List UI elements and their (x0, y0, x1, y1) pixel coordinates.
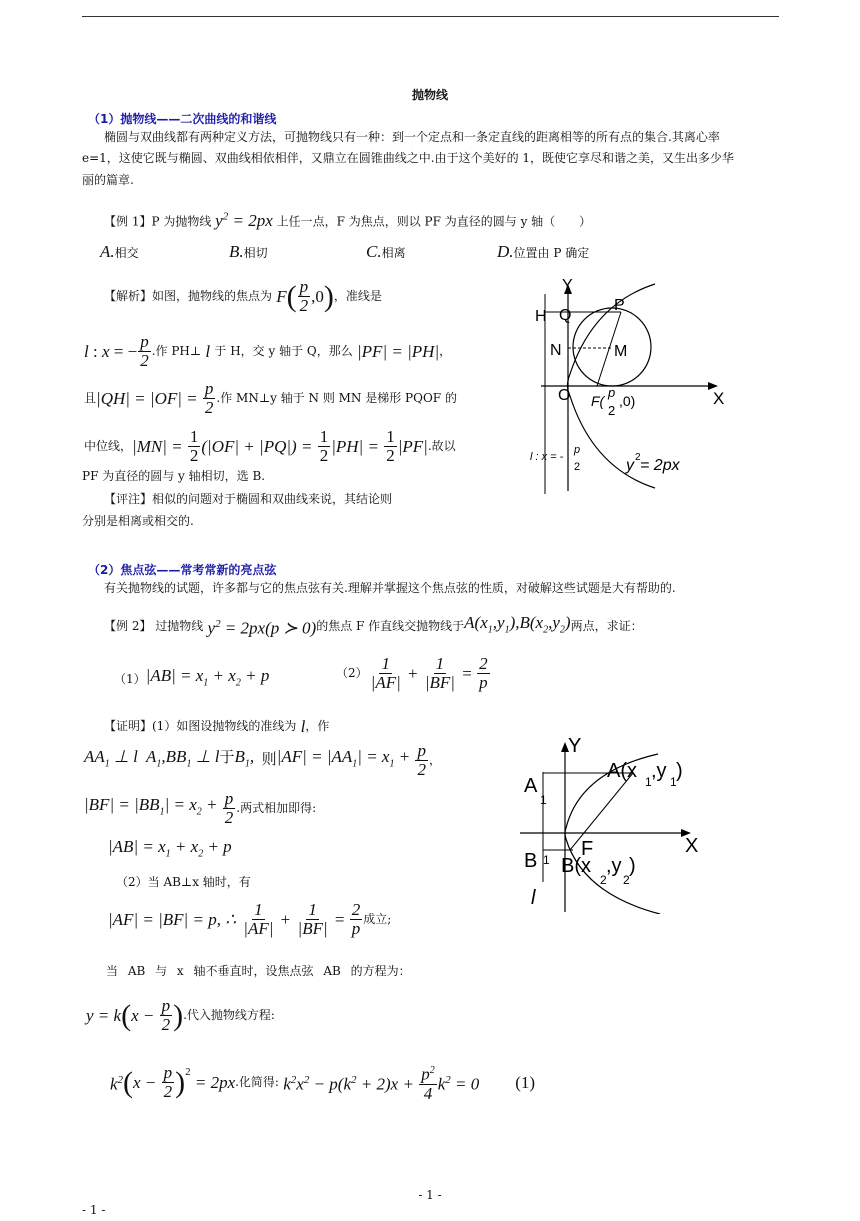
solution-line2: l : x = − $\frac{p}{2}$ .作 PH⊥ l 于 H，交 y 轴于 Q，那么 |PF| = |PH| ， (84, 332, 452, 370)
fig1-n-label: N (550, 342, 562, 359)
fig1-f-label: F( (591, 393, 605, 409)
header-rule (82, 16, 779, 17)
fig1-f-p: p (608, 385, 616, 400)
fig1-directrix-two: 2 (574, 461, 581, 473)
section1-intro-line1: 椭圆与双曲线都有两种定义方法，可抛物线只有一种：到一个定点和一条定直线的距离相等的所有点的集合.其离心率 (104, 130, 720, 144)
fig1-q-label: Q (559, 307, 572, 324)
fig2-a1-label: A (524, 775, 538, 797)
solution-line3: 且 |QH| = |OF| = $\frac{p}{2}$ .作 MN⊥y 轴于 N 则 MN 是梯形 PQOF 的 (84, 379, 457, 417)
option-d: D.位置由 P 确定 (497, 242, 590, 261)
fig2-b-sub2: 2 (623, 873, 630, 887)
fig1-directrix-p: p (574, 444, 581, 456)
fig2-b1-label: B (524, 850, 538, 872)
page-title: 抛物线 (411, 88, 448, 102)
fig2-f-label: F (581, 838, 594, 860)
fig1-x-label: X (713, 389, 725, 408)
example2-part1: （1） $|AB| = x_1 + x_2 + p$ (114, 666, 270, 689)
figure1-parabola-circle (525, 276, 735, 498)
section1-intro-line3: 丽的篇章. (82, 173, 134, 187)
fig1-f-zero: ,0) (619, 393, 636, 409)
option-c: C.相离 (366, 242, 406, 261)
figure2-focal-chord (515, 732, 710, 914)
fig2-y-label: Y (568, 735, 582, 757)
example1-question (104, 206, 591, 233)
option-b: B.相切 (229, 242, 268, 261)
example1-lead: 【例 1】P 为抛物线 (104, 214, 212, 229)
fig1-y-label: Y (562, 277, 573, 294)
section1-intro-line2: e=1，这使它既与椭圆、双曲线相依相伴，又鼎立在圆锥曲线之中.由于这个美好的 1，既使它享尽和谐之美，又生出多少华 (82, 151, 735, 165)
fig1-f-two: 2 (608, 403, 616, 418)
proof-line3: $|BF| = |BB_1| = x_2$ + $\frac{p}{2}$ .两式相加即得: (84, 789, 317, 827)
comment-line2: 分别是相离或相交的. (82, 514, 194, 528)
comment-line1: 【评注】相似的问题对于椭圆和双曲线来说，其结论则 (104, 492, 393, 506)
solution-line5: PF 为直径的圆与 y 轴相切，选 B. (82, 469, 266, 483)
fig2-b-mid: ,y (606, 855, 622, 877)
solution-line4: 中位线， |MN| = $\frac{1}{2}$ (|OF| + |PQ|) = $\frac{1}{2}$ |PH| = $\frac{1}{2}$ |PF| .故以 (84, 427, 456, 465)
proof-line5: |AF| = |BF| = p, ∴ $\frac{1}{|AF|}$ + $\frac{1}{|BF|}$ = $\frac{2}{p}$ 成立; (108, 900, 392, 938)
fig1-eq-rest: = 2px (640, 457, 680, 474)
fig2-x-label: X (685, 835, 699, 857)
example2-question: 【例 2】 过抛物线 $y^2 = 2px(p$ ≻ 0) 的焦点 F 作直线交抛物线于 $A(x_1,y_1),B(x_2,y_2)$ 两点，求证： (104, 613, 643, 638)
fig1-eq-y: y (626, 457, 634, 474)
proof-case1: （2）当 AB⊥x 轴时，有 (116, 875, 251, 889)
fig2-a-label: A(x (607, 760, 637, 782)
example1-equation: $y^2 = 2px$ (215, 210, 273, 230)
fig2-b-end: ) (629, 855, 636, 877)
fig2-a-sub1: 1 (645, 775, 652, 789)
fig1-eq-sup: 2 (635, 452, 641, 463)
proof-case2: 当 AB 与 x 轴不垂直时，设焦点弦 AB 的方程为： (106, 964, 411, 978)
page-number-center: - 1 - (418, 1188, 442, 1202)
fig2-a-mid: ,y (651, 760, 667, 782)
option-a: A.相交 (100, 242, 139, 261)
example2-part2: （2） $\frac{1}{|AF|}$ + $\frac{1}{|BF|}$ = $\frac{2}{p}$ (336, 654, 488, 692)
proof-line6: y = k ( x − $\frac{p}{2}$ ) .代入抛物线方程: (86, 996, 275, 1034)
fig1-h-label: H (535, 308, 547, 325)
proof-line7: $k^2$ ( x − $\frac{p}{2}$ ) 2 = 2px .化简得: $k^2x^2 - p(k^2 + 2)x$ + $\frac{p^2}{4}$ $k^2 = 0$ (1) (110, 1062, 536, 1103)
solution-line1: 【解析】如图，抛物线的焦点为 F ( $\frac{p}{2}$ ,0 ) ，准线是 (104, 277, 382, 315)
proof-line2: $AA_1$ ⊥ l $A_1,BB_1$ ⊥ l于$B_1$, 则 $|AF| = |AA_1| = x_1$ + $\frac{p}{2}$ ， (84, 741, 441, 779)
proof-line1: 【证明】(1）如图设抛物线的准线为 l ，作 (104, 717, 330, 736)
fig2-a-end: ) (676, 760, 683, 782)
fig1-m-label: M (614, 343, 628, 360)
section2-intro: 有关抛物线的试题，许多都与它的焦点弦有关.理解并掌握这个焦点弦的性质，对破解这些试题是大有帮助的. (104, 581, 676, 595)
fig2-b-sub1: 2 (600, 873, 607, 887)
fig1-o-label: O (558, 387, 571, 404)
fig2-a-sub2: 1 (670, 775, 677, 789)
example1-mid: 上任一点，F 为焦点，则以 PF 为直径的圆与 y 轴（ ） (276, 214, 592, 229)
proof-line4: $|AB| = x_1 + x_2 + p$ (108, 837, 232, 860)
section1-heading: （1）抛物线——二次曲线的和谐线 (88, 112, 277, 126)
fig2-a1-sub: 1 (540, 793, 547, 807)
section2-heading: （2）焦点弦——常考常新的亮点弦 (88, 563, 277, 577)
fig1-directrix-label: l : x = - (530, 451, 564, 463)
fig2-l-label: l (531, 887, 536, 909)
fig2-b1-sub: 1 (543, 853, 550, 867)
fig1-p-label: P (614, 297, 625, 314)
equation-number: (1) (515, 1072, 536, 1092)
page-number-left: - 1 - (82, 1203, 106, 1217)
fig2-b-label: B(x (561, 855, 591, 877)
